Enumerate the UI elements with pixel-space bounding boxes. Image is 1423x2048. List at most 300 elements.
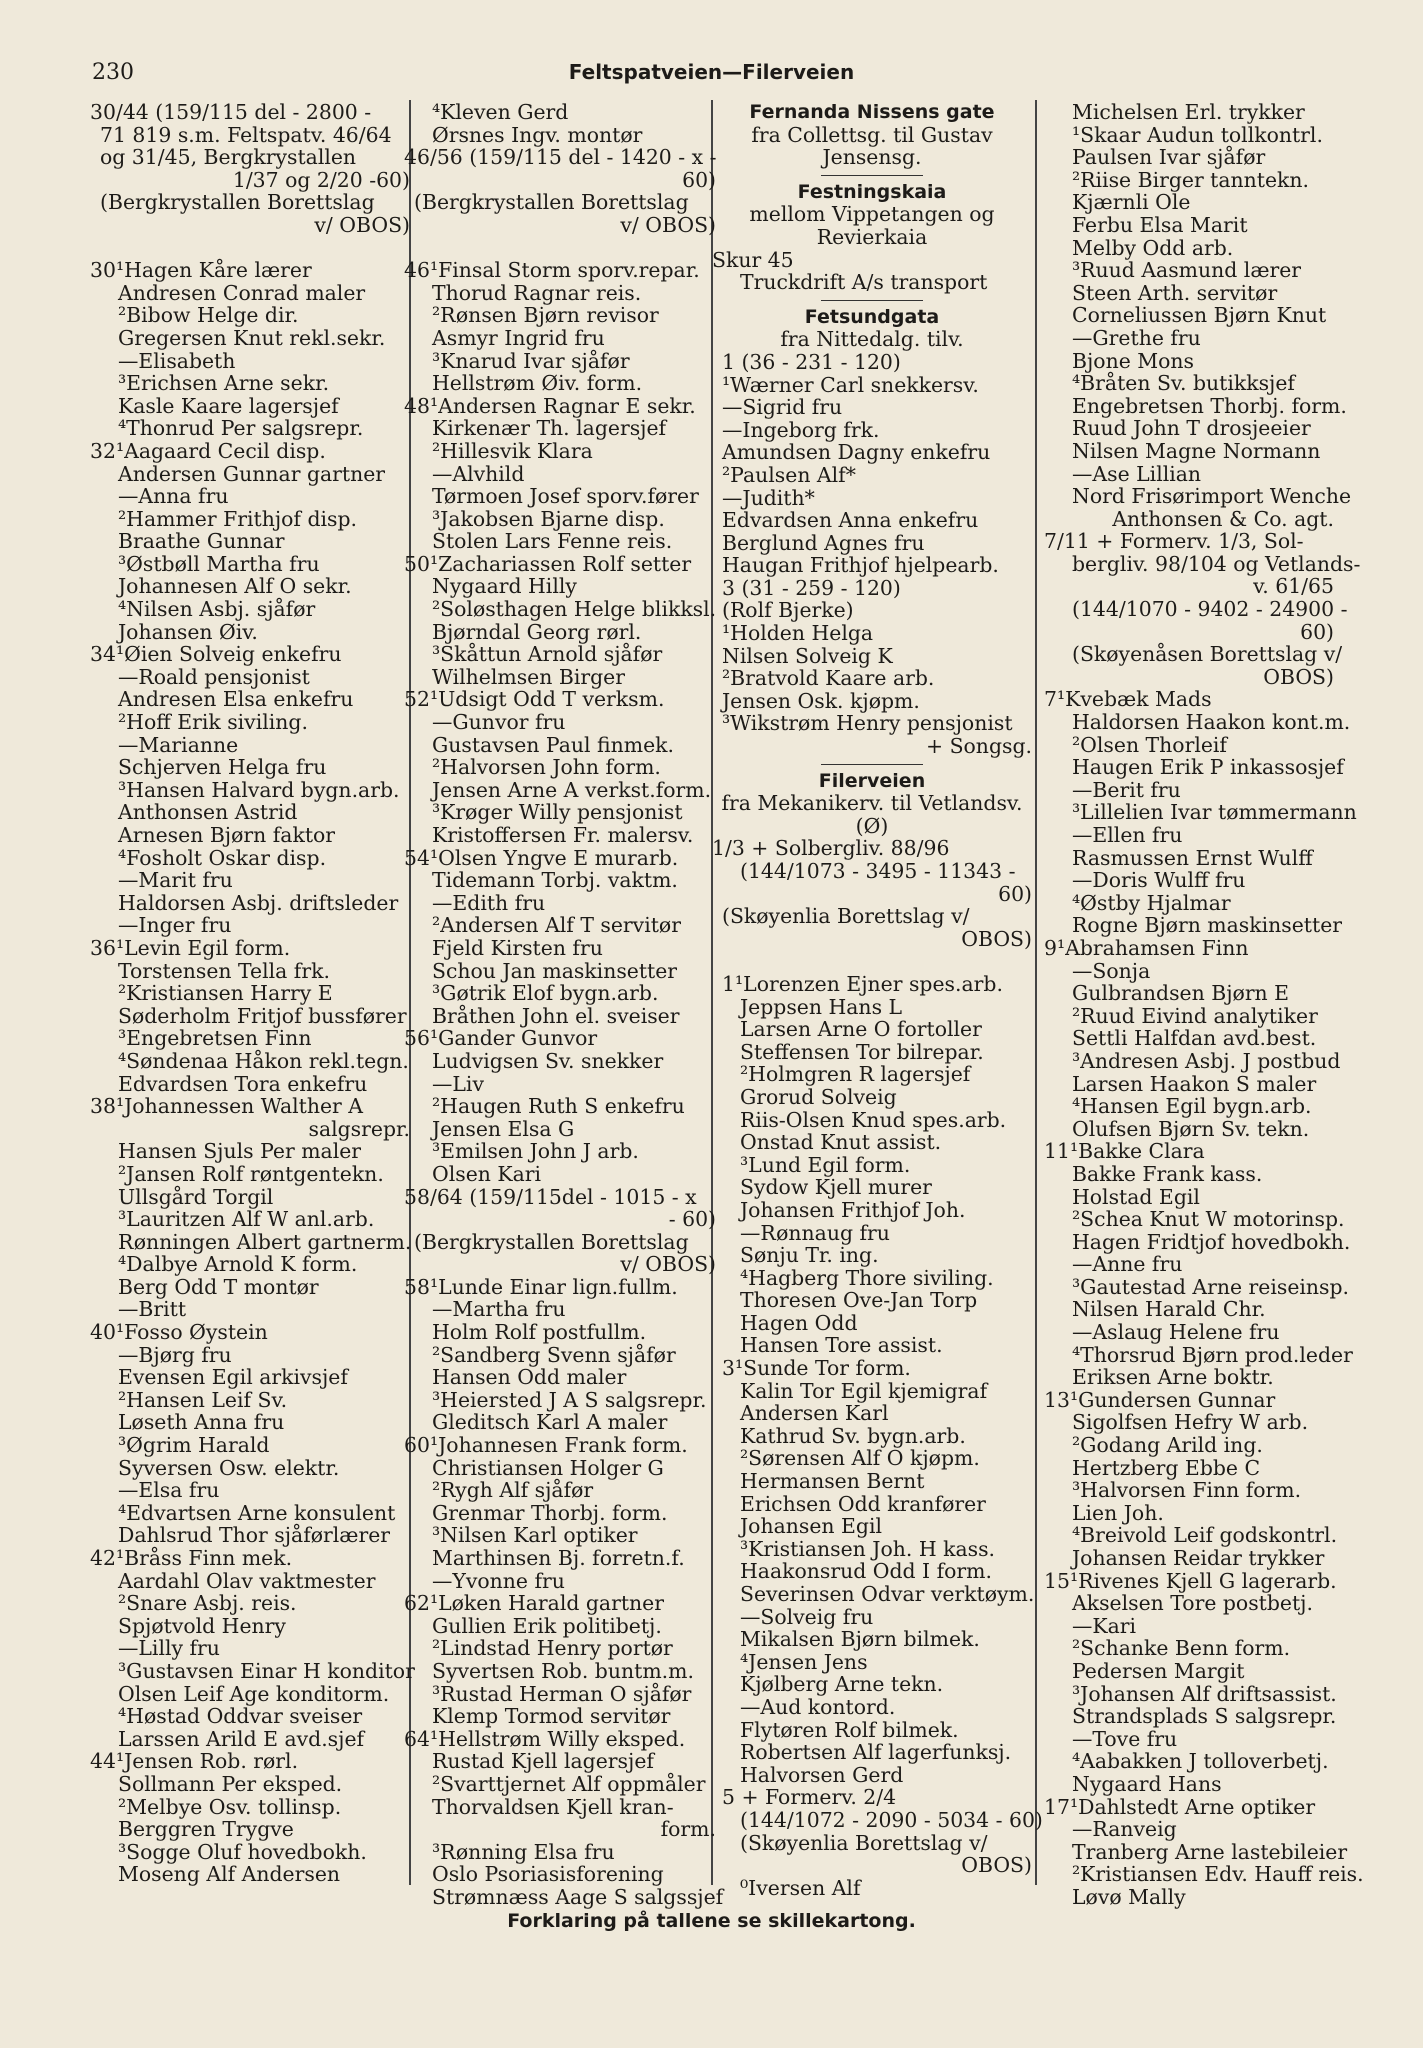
directory-line: 11¹Bakke Clara <box>1044 1139 1205 1164</box>
directory-line: —Gunvor fru <box>432 710 566 735</box>
section-rule <box>712 169 1032 181</box>
directory-line: Tørmoen Josef sporv.fører <box>432 484 699 509</box>
directory-line: Gullien Erik politibetj. <box>432 1613 662 1638</box>
directory-line: 46¹Finsal Storm sporv.repar. <box>404 258 700 283</box>
directory-line: form. <box>660 1817 716 1842</box>
directory-line: Haakonsrud Odd I form. <box>740 1559 992 1584</box>
directory-line: ³Erichsen Arne sekr. <box>118 371 330 396</box>
directory-line: Løseth Anna fru <box>118 1410 285 1435</box>
directory-line: Aardahl Olav vaktmester <box>118 1568 376 1593</box>
directory-line: Schjerven Helga fru <box>118 755 327 780</box>
column-divider <box>1035 100 1037 1885</box>
directory-line: —Doris Wulff fru <box>1072 868 1246 893</box>
directory-line: 71 819 s.m. Feltspatv. 46/64 <box>100 122 392 147</box>
directory-line: Ferbu Elsa Marit <box>1072 212 1248 237</box>
directory-line: —Ellen fru <box>1072 823 1183 847</box>
directory-line: Grorud Solveig <box>740 1084 897 1109</box>
directory-line: ³Lund Egil form. <box>740 1152 911 1177</box>
directory-line: Asmyr Ingrid fru <box>432 325 605 350</box>
directory-line: —Ase Lillian <box>1072 461 1202 486</box>
directory-line: ⁴Jensen Jens <box>740 1649 868 1674</box>
directory-line: ³Wikstrøm Henry pensjonist <box>722 711 1013 736</box>
directory-line: Johansen Egil <box>740 1514 882 1539</box>
directory-line: Andersen Karl <box>740 1401 889 1426</box>
directory-line: Johansen Reidar trykker <box>1072 1546 1325 1570</box>
directory-line: Thorvaldsen Kjell kran- <box>432 1794 674 1819</box>
directory-line: Nord Frisørimport Wenche <box>1072 484 1352 509</box>
directory-line: Anthonsen Astrid <box>118 800 298 825</box>
directory-line: Nilsen Harald Chr. <box>1072 1297 1266 1322</box>
directory-line: ²Sandberg Svenn sjåfør <box>432 1342 676 1367</box>
directory-line: Robertsen Alf lagerfunksj. <box>740 1740 1012 1765</box>
directory-line: v/ OBOS) <box>620 1252 716 1277</box>
directory-line: Rønningen Albert gartnerm. <box>118 1229 412 1254</box>
directory-line: —Anne fru <box>1072 1252 1183 1277</box>
directory-line: Engebretsen Thorbj. form. <box>1072 393 1347 418</box>
directory-line: og 31/45, Bergkrystallen <box>100 145 357 170</box>
directory-line: —Kari <box>1072 1613 1137 1638</box>
directory-line: ⁴Kleven Gerd <box>432 100 569 124</box>
directory-line: Kristoffersen Fr. malersv. <box>432 823 694 847</box>
directory-line: Akselsen Tore postbetj. <box>1072 1591 1313 1616</box>
directory-line: fra Mekanikerv. til Vetlandsv. <box>721 791 1023 816</box>
directory-line: ³Skåttun Arnold sjåfør <box>432 642 663 667</box>
directory-line: —Aud kontord. <box>740 1694 896 1719</box>
directory-line: (144/1072 - 2090 - 5034 - 60) <box>740 1807 1043 1832</box>
directory-line: Johansen Øiv. <box>118 619 258 644</box>
directory-line: ⁴Nilsen Asbj. sjåfør <box>118 597 316 622</box>
directory-line: —Elisabeth <box>118 348 236 373</box>
directory-line: Steffensen Tor bilrepar. <box>740 1039 984 1064</box>
directory-line: 30¹Hagen Kåre lærer <box>90 258 312 283</box>
directory-line: ⁴Hansen Egil bygn.arb. <box>1072 1094 1312 1119</box>
directory-line: Nilsen Magne Normann <box>1072 438 1321 463</box>
directory-line: ³Heiersted J A S salgsrepr. <box>432 1387 707 1412</box>
directory-line: (Skøyenlia Borettslag v/ <box>740 1830 988 1855</box>
directory-line: ²Hillesvik Klara <box>432 438 593 463</box>
street-heading: Fernanda Nissens gate <box>749 101 995 123</box>
directory-line: —Berit fru <box>1072 777 1181 802</box>
directory-line: Lien Joh. <box>1072 1500 1164 1525</box>
directory-line: 50¹Zachariassen Rolf setter <box>404 551 692 576</box>
directory-line: Marthinsen Bj. forretn.f. <box>432 1546 685 1570</box>
directory-line: ²Riise Birger tanntekn. <box>1072 167 1310 192</box>
directory-line: Haldorsen Asbj. driftsleder <box>118 890 399 915</box>
directory-line: 32¹Aagaard Cecil disp. <box>90 438 326 463</box>
directory-line: Haldorsen Haakon kont.m. <box>1072 710 1351 735</box>
directory-line: Hagen Odd <box>740 1310 858 1335</box>
page-footer: Forklaring på tallene se skillekartong. <box>507 1910 916 1932</box>
directory-line: ⁴Søndenaa Håkon rekl.tegn. <box>118 1048 409 1073</box>
directory-line: Berg Odd T montør <box>118 1274 319 1299</box>
directory-line: ²Holmgren R lagersjef <box>740 1062 971 1087</box>
street-heading: Fetsundgata <box>804 305 940 328</box>
directory-line: ²Hansen Leif Sv. <box>118 1387 288 1412</box>
directory-line: (Ø) <box>855 813 889 838</box>
directory-line: 1/3 + Solbergliv. 88/96 <box>712 836 950 861</box>
directory-line: 54¹Olsen Yngve E murarb. <box>404 845 679 870</box>
page-number: 230 <box>92 60 134 85</box>
directory-line: (Bergkrystallen Borettslag <box>414 190 689 215</box>
directory-line: ³Emilsen John J arb. <box>432 1139 639 1164</box>
directory-line: ²Ruud Eivind analytiker <box>1072 1003 1318 1028</box>
directory-line: Jensen Arne A verkst.form. <box>432 777 712 802</box>
directory-line: —Yvonne fru <box>432 1568 565 1593</box>
directory-line: Hertzberg Ebbe C <box>1072 1455 1261 1480</box>
directory-line: Amundsen Dagny enkefru <box>722 440 991 465</box>
directory-line: ¹Wærner Carl snekkersv. <box>722 372 979 397</box>
directory-line: 1¹Lorenzen Ejner spes.arb. <box>722 971 1003 996</box>
directory-line: Kalin Tor Egil kjemigraf <box>740 1378 988 1403</box>
directory-line: —Aslaug Helene fru <box>1072 1320 1280 1345</box>
directory-line: v/ OBOS) <box>620 212 716 237</box>
directory-line: 60) <box>998 881 1032 906</box>
directory-column-4 <box>1044 100 1364 1909</box>
directory-line: Nilsen Solveig K <box>722 643 893 668</box>
directory-line <box>404 237 716 260</box>
directory-line: ²Bratvold Kaare arb. <box>722 666 935 691</box>
directory-line: Nygaard Hans <box>1072 1771 1222 1796</box>
directory-line: ²Rygh Alf sjåfør <box>432 1478 594 1503</box>
directory-line: Larsen Arne O fortoller <box>740 1017 982 1042</box>
directory-line: Olsen Kari <box>432 1161 542 1186</box>
directory-line: 13¹Gundersen Gunnar <box>1044 1387 1276 1412</box>
directory-column-1 <box>90 100 415 1887</box>
directory-line: ⁴Thorsrud Bjørn prod.leder <box>1072 1342 1353 1367</box>
directory-line: OBOS) <box>961 926 1032 951</box>
directory-line: Jeppsen Hans L <box>740 994 903 1019</box>
directory-line: fra Collettsg. til Gustav <box>751 122 993 147</box>
directory-line: Erichsen Odd kranfører <box>740 1491 986 1516</box>
directory-line: OBOS) <box>1263 664 1334 689</box>
directory-line: Mikalsen Bjørn bilmek. <box>740 1627 980 1652</box>
directory-line: ³Johansen Alf driftsassist. <box>1072 1681 1337 1706</box>
directory-line: 40¹Fosso Øystein <box>90 1320 268 1345</box>
directory-line: Gulbrandsen Bjørn E <box>1072 981 1290 1006</box>
directory-line: ³Knarud Ivar sjåfør <box>432 348 630 373</box>
directory-line: Pedersen Margit <box>1072 1658 1245 1683</box>
directory-line: Anthonsen & Co. agt. <box>1112 506 1334 531</box>
directory-line: Steen Arth. servitør <box>1072 280 1278 305</box>
directory-line: Hellstrøm Øiv. form. <box>432 371 643 396</box>
directory-line: ³Halvorsen Finn form. <box>1072 1478 1302 1503</box>
directory-line: 36¹Levin Egil form. <box>90 935 291 960</box>
directory-line: Hansen Sjuls Per maler <box>118 1139 362 1164</box>
directory-line: —Sonja <box>1072 958 1151 983</box>
directory-line: Braathe Gunnar <box>118 529 285 554</box>
directory-line: —Alvhild <box>432 461 525 486</box>
directory-line: Schou Jan maskinsetter <box>432 958 678 983</box>
directory-line: Andersen Gunnar gartner <box>118 461 386 486</box>
directory-line: ²Hoff Erik siviling. <box>118 710 308 735</box>
directory-line: 58¹Lunde Einar lign.fullm. <box>404 1274 678 1299</box>
directory-column-3 <box>712 101 1043 1900</box>
directory-line: Kjølberg Arne tekn. <box>740 1672 944 1697</box>
directory-line: 48¹Andersen Ragnar E sekr. <box>404 393 696 418</box>
directory-line: Haugen Erik P inkassosjef <box>1072 755 1344 780</box>
directory-line: —Sigrid fru <box>722 395 843 420</box>
directory-line: Klemp Tormod servitør <box>432 1704 671 1729</box>
directory-line: ⁴Breivold Leif godskontrl. <box>1072 1523 1338 1548</box>
directory-line: ³Østbøll Martha fru <box>118 551 320 576</box>
directory-line: ⁴Bråten Sv. butikksjef <box>1072 371 1295 396</box>
directory-line: ⁴Østby Hjalmar <box>1072 890 1231 915</box>
directory-line: Thorud Ragnar reis. <box>432 280 642 305</box>
directory-line: (Bergkrystallen Borettslag <box>100 190 375 215</box>
directory-line: Flytøren Rolf bilmek. <box>740 1717 959 1742</box>
directory-line: Berglund Agnes fru <box>722 530 925 555</box>
directory-line: 56¹Gander Gunvor <box>404 1026 598 1051</box>
directory-line: v/ OBOS) <box>314 212 410 237</box>
directory-column-2 <box>404 100 724 1909</box>
directory-line: Thoresen Ove-Jan Torp <box>740 1288 978 1313</box>
directory-line: ¹Skaar Audun tollkontrl. <box>1072 122 1323 147</box>
directory-line: 60) <box>1300 619 1334 644</box>
directory-line: Arnesen Bjørn faktor <box>118 823 336 847</box>
directory-line: bergliv. 98/104 og Vetlands- <box>1072 551 1361 576</box>
page-header: Feltspatveien—Filerveien <box>568 60 855 84</box>
directory-line: —Marianne <box>118 732 239 757</box>
directory-line: Løvø Mally <box>1072 1884 1186 1909</box>
directory-line: 1/37 og 2/20 -60) <box>232 167 410 192</box>
directory-line: Nygaard Hilly <box>432 574 577 599</box>
directory-line: Evensen Egil arkivsjef <box>118 1365 348 1390</box>
directory-line: 52¹Udsigt Odd T verksm. <box>404 687 665 712</box>
directory-line: 3¹Sunde Tor form. <box>722 1356 911 1381</box>
directory-line: —Anna fru <box>118 484 229 509</box>
directory-line: ²Jansen Rolf røntgentekn. <box>118 1161 384 1186</box>
directory-line: (144/1073 - 3495 - 11343 - <box>740 859 1016 883</box>
directory-line: —Britt <box>118 1297 187 1322</box>
directory-line: Johansen Frithjof Joh. <box>740 1197 966 1222</box>
directory-line: —Liv <box>432 1071 484 1096</box>
directory-line: ³Jakobsen Bjarne disp. <box>432 506 665 531</box>
directory-line: Sollmann Per eksped. <box>118 1771 343 1796</box>
directory-line: —Edith fru <box>432 890 546 915</box>
directory-line: Gustavsen Paul finmek. <box>432 732 674 757</box>
directory-line: fra Nittedalg. tilv. <box>780 327 964 352</box>
directory-line: Corneliussen Bjørn Knut <box>1072 303 1327 328</box>
directory-line: Hagen Fridtjof hovedbokh. <box>1072 1229 1351 1254</box>
directory-line: ²Kristiansen Harry E <box>118 981 333 1006</box>
directory-line <box>712 950 1032 973</box>
directory-line: Rustad Kjell lagersjef <box>432 1749 654 1774</box>
directory-line: Sønju Tr. ing. <box>740 1243 879 1268</box>
directory-line: Christiansen Holger G <box>432 1455 664 1480</box>
directory-line: Severinsen Odvar verktøym. <box>740 1582 1035 1606</box>
directory-line: —Tove fru <box>1072 1726 1178 1751</box>
directory-line: Bjørndal Georg rørl. <box>432 619 642 644</box>
directory-line: Skur 45 <box>712 247 794 272</box>
directory-line: ⁴Thonrud Per salgsrepr. <box>118 416 364 441</box>
directory-line: ³Ruud Aasmund lærer <box>1072 258 1302 283</box>
directory-line: ³Rustad Herman O sjåfør <box>432 1681 692 1706</box>
directory-line: v. 61/65 <box>1253 574 1334 599</box>
directory-line: Søderholm Fritjof bussfører <box>118 1003 407 1028</box>
directory-line: Paulsen Ivar sjåfør <box>1072 145 1266 170</box>
directory-line: Ludvigsen Sv. snekker <box>432 1048 664 1073</box>
directory-line: Revierkaia <box>816 224 928 249</box>
directory-line: 58/64 (159/115del - 1015 - x <box>404 1184 697 1209</box>
directory-line: Dahlsrud Thor sjåførlærer <box>118 1523 391 1548</box>
directory-line: Olsen Leif Age konditorm. <box>118 1681 390 1706</box>
directory-line: ²Andersen Alf T servitør <box>432 913 681 938</box>
directory-line: Syversen Osw. elektr. <box>118 1455 340 1480</box>
directory-line: ³Lillelien Ivar tømmermann <box>1072 800 1357 825</box>
directory-line: 1 (36 - 231 - 120) <box>722 349 901 374</box>
directory-line: ⁴Aabakken J tolloverbetj. <box>1072 1749 1329 1774</box>
directory-line: ²Sørensen Alf O kjøpm. <box>740 1446 980 1471</box>
directory-line: Melby Odd arb. <box>1072 235 1234 260</box>
directory-line: 60) <box>682 167 716 192</box>
directory-line: ⁴Høstad Oddvar sveiser <box>118 1704 363 1729</box>
directory-line: (144/1070 - 9402 - 24900 - <box>1072 597 1348 622</box>
directory-line: Kjærnli Ole <box>1072 190 1191 215</box>
directory-line: Grenmar Thorbj. form. <box>432 1500 668 1525</box>
directory-line: OBOS) <box>961 1853 1032 1878</box>
directory-line: Andresen Conrad maler <box>118 280 366 305</box>
directory-line: ²Rønsen Bjørn revisor <box>432 303 659 328</box>
directory-line: ⁴Fosholt Oskar disp. <box>118 845 327 870</box>
directory-line: Sydow Kjell murer <box>740 1175 932 1200</box>
directory-line: 46/56 (159/115 del - 1420 - x - <box>404 145 717 170</box>
directory-line: Jensen Osk. kjøpm. <box>722 688 920 713</box>
directory-line: Holm Rolf postfullm. <box>432 1320 647 1345</box>
directory-line: 3 (31 - 259 - 120) <box>722 575 901 600</box>
directory-line: ²Melbye Osv. tollinsp. <box>118 1794 342 1819</box>
directory-line: Spjøtvold Henry <box>118 1613 286 1638</box>
directory-line: Onstad Knut assist. <box>740 1130 942 1155</box>
directory-line: Moseng Alf Andersen <box>118 1862 341 1887</box>
directory-line: ²Schanke Benn form. <box>1072 1636 1291 1661</box>
directory-line: ³Engebretsen Finn <box>118 1026 312 1051</box>
directory-line: 62¹Løken Harald gartner <box>404 1591 664 1616</box>
directory-line: Holstad Egil <box>1072 1184 1200 1209</box>
directory-line: ²Lindstad Henry portør <box>432 1636 673 1661</box>
directory-line: - 60) <box>668 1207 716 1232</box>
directory-line: Bjone Mons <box>1072 348 1195 373</box>
directory-line: Tranberg Arne lastebileier <box>1072 1839 1348 1864</box>
directory-line: Truckdrift A/s transport <box>740 270 988 295</box>
directory-line: —Ingeborg frk. <box>722 417 880 442</box>
directory-line: Ullsgård Torgil <box>118 1184 274 1209</box>
directory-line: ²Olsen Thorleif <box>1072 732 1227 757</box>
directory-line: Bakke Frank kass. <box>1072 1161 1263 1186</box>
directory-line: —Rønnaug fru <box>740 1220 890 1245</box>
directory-line: 5 + Formerv. 2/4 <box>722 1785 897 1810</box>
section-rule <box>712 294 1032 306</box>
directory-line: (Bergkrystallen Borettslag <box>414 1229 689 1254</box>
directory-line: Kasle Kaare lagersjef <box>118 393 339 418</box>
directory-line: + Songsg. <box>926 734 1032 759</box>
directory-line: ²Haugen Ruth S enkefru <box>432 1094 685 1119</box>
directory-line: ³Gautestad Arne reiseinsp. <box>1072 1274 1350 1299</box>
directory-line: 17¹Dahlstedt Arne optiker <box>1044 1794 1316 1819</box>
directory-line: ²Schea Knut W motorinsp. <box>1072 1207 1345 1232</box>
directory-line: ⁴Edvartsen Arne konsulent <box>118 1500 396 1525</box>
directory-line: 60¹Johannesen Frank form. <box>404 1433 688 1458</box>
directory-line: ³Kristiansen Joh. H kass. <box>740 1536 996 1561</box>
directory-line: Michelsen Erl. trykker <box>1072 100 1305 124</box>
directory-line: —Ranveig <box>1072 1817 1177 1842</box>
directory-line: 15¹Rivenes Kjell G lagerarb. <box>1044 1568 1337 1593</box>
directory-line: Torstensen Tella frk. <box>118 958 330 983</box>
directory-line: Jensen Elsa G <box>432 1116 575 1141</box>
directory-line: Fjeld Kirsten fru <box>432 935 603 960</box>
directory-line: —Grethe fru <box>1072 325 1201 350</box>
directory-line: ³Lauritzen Alf W anl.arb. <box>118 1207 375 1232</box>
directory-line: ³Krøger Willy pensjonist <box>432 800 683 825</box>
directory-line: ²Paulsen Alf* <box>722 462 856 487</box>
directory-line: Edvardsen Tora enkefru <box>118 1071 368 1096</box>
directory-line: —Martha fru <box>432 1297 566 1322</box>
directory-line: ²Snare Asbj. reis. <box>118 1591 297 1616</box>
directory-line: Edvardsen Anna enkefru <box>722 508 979 533</box>
directory-line: Gleditsch Karl A maler <box>432 1410 668 1435</box>
street-heading: Filerveien <box>818 769 926 792</box>
directory-line: 7¹Kvebæk Mads <box>1044 687 1212 712</box>
directory-line: 42¹Bråss Finn mek. <box>90 1546 293 1570</box>
directory-line: ³Gustavsen Einar H konditor <box>118 1658 415 1683</box>
directory-line: Kathrud Sv. bygn.arb. <box>740 1423 966 1448</box>
directory-line: ¹Holden Helga <box>722 621 874 646</box>
directory-line: ³Øgrim Harald <box>118 1433 270 1458</box>
directory-line: 34¹Øien Solveig enkefru <box>90 642 342 667</box>
directory-line: —Bjørg fru <box>118 1342 232 1367</box>
directory-line: mellom Vippetangen og <box>749 202 995 227</box>
directory-line: Oslo Psoriasisforening <box>432 1862 664 1887</box>
directory-line: Haugan Frithjof hjelpearb. <box>722 553 999 578</box>
directory-line: Sigolfsen Hefry W arb. <box>1072 1410 1309 1435</box>
directory-line: Strømnæss Aage S salgssjef <box>432 1884 724 1909</box>
directory-line: ³Gøtrik Elof bygn.arb. <box>432 981 659 1006</box>
street-heading: Festningskaia <box>797 180 947 203</box>
directory-line: ⁴Hagberg Thore siviling. <box>740 1265 994 1290</box>
section-rule <box>712 758 1032 770</box>
directory-line: ⁴Dalbye Arnold K form. <box>118 1252 358 1277</box>
directory-line: Syvertsen Rob. buntm.m. <box>432 1658 694 1683</box>
directory-line: ³Rønning Elsa fru <box>432 1839 615 1864</box>
directory-line: —Elsa fru <box>118 1478 220 1503</box>
directory-line: —Roald pensjonist <box>118 664 310 689</box>
directory-line: ²Soløsthagen Helge blikksl. <box>432 597 717 622</box>
directory-line: Johannesen Alf O sekr. <box>118 574 352 599</box>
directory-line: ²Svarttjernet Alf oppmåler <box>432 1771 706 1796</box>
directory-line: ²Godang Arild ing. <box>1072 1433 1263 1458</box>
directory-line: salgsrepr. <box>308 1116 410 1141</box>
directory-line: Ørsnes Ingv. montør <box>432 122 643 147</box>
directory-line: Jensensg. <box>822 145 922 170</box>
directory-line: Halvorsen Gerd <box>740 1762 904 1787</box>
directory-line: Hermansen Bernt <box>740 1469 925 1494</box>
directory-line <box>90 237 410 260</box>
directory-line: ³Hansen Halvard bygn.arb. <box>118 777 400 802</box>
directory-line: Hansen Tore assist. <box>740 1333 943 1358</box>
directory-line: —Solveig fru <box>740 1604 874 1629</box>
directory-line: Larsen Haakon S maler <box>1072 1071 1317 1096</box>
directory-line: Wilhelmsen Birger <box>432 664 625 689</box>
directory-line: Gregersen Knut rekl.sekr. <box>118 325 386 350</box>
directory-line: 64¹Hellstrøm Willy eksped. <box>404 1726 686 1751</box>
directory-line: Berggren Trygve <box>118 1817 294 1842</box>
directory-line: Riis-Olsen Knud spes.arb. <box>740 1107 1007 1132</box>
directory-line: Tidemann Torbj. vaktm. <box>432 868 678 893</box>
directory-line: Eriksen Arne boktr. <box>1072 1365 1274 1390</box>
directory-line: ³Nilsen Karl optiker <box>432 1523 638 1548</box>
directory-line: Strandsplads S salgsrepr. <box>1072 1704 1337 1729</box>
directory-line: ²Hammer Frithjof disp. <box>118 506 358 531</box>
directory-line: (Skøyenlia Borettslag v/ <box>722 904 970 929</box>
